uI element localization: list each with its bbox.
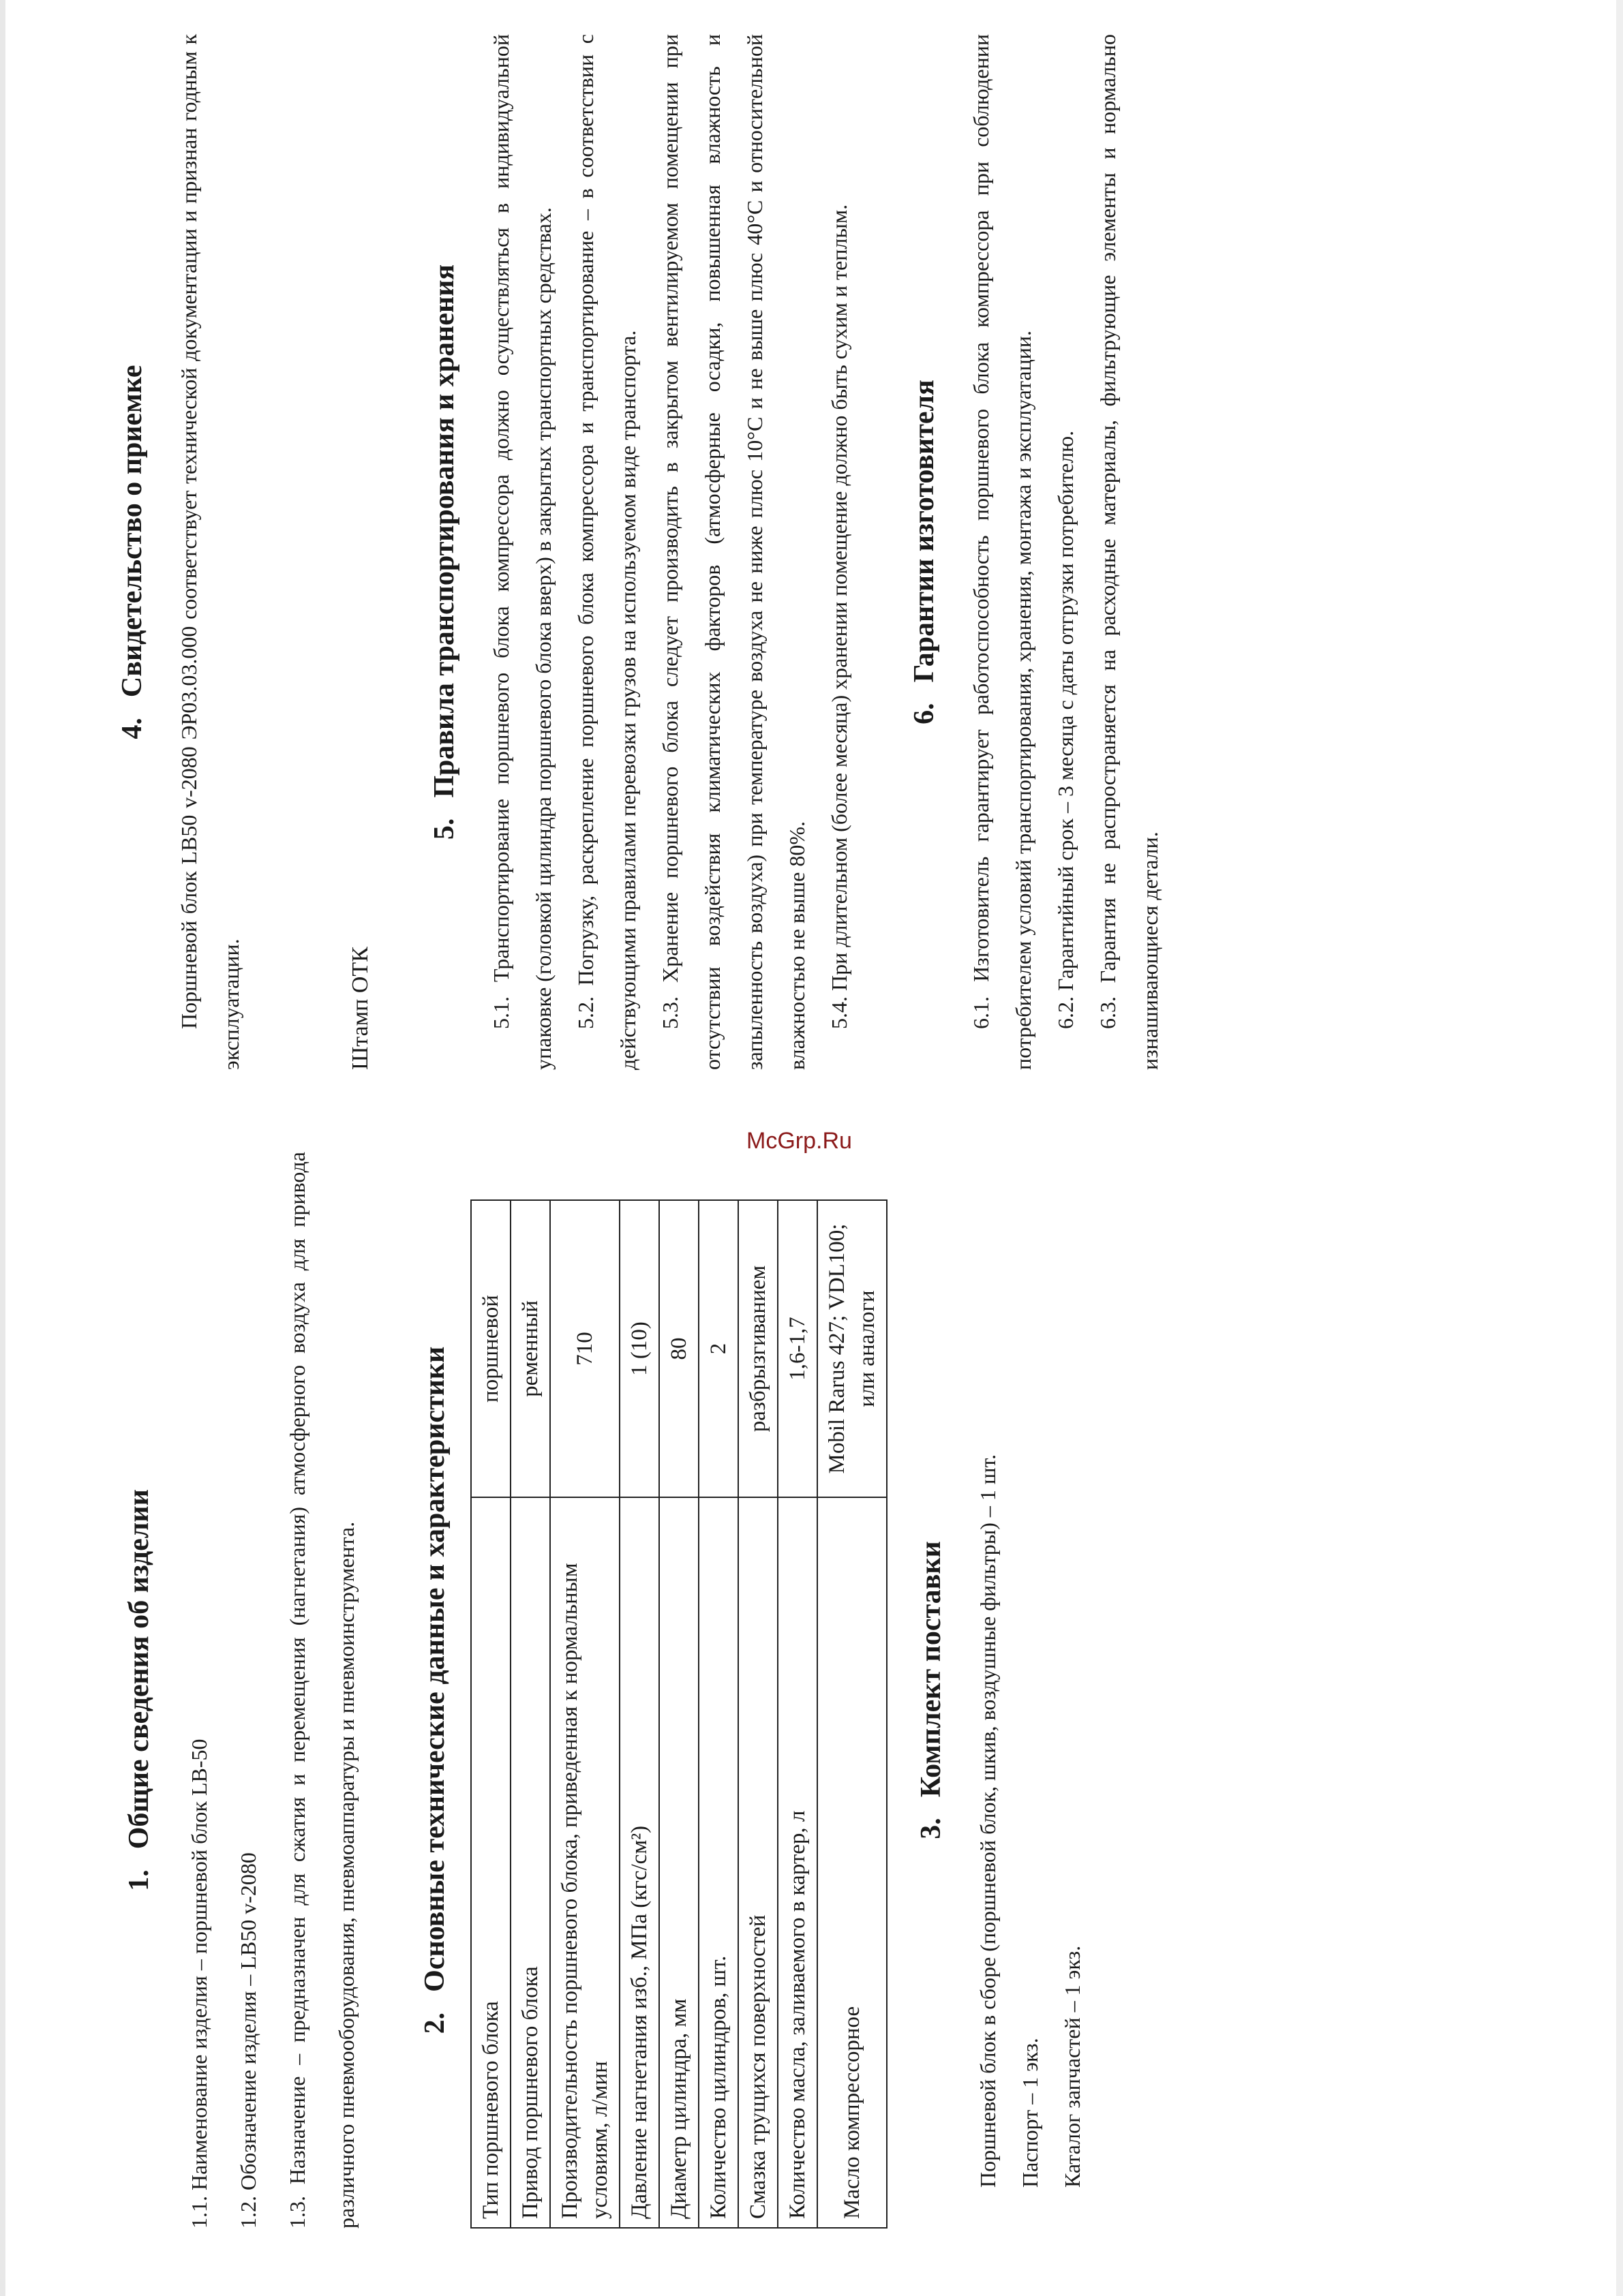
section-2-heading: 2.Основные технические данные и характеристики	[419, 1346, 451, 2034]
para-5-1: 5.1. Транспортирование поршневого блока компрессора должно осуществляться в индивидуальной упаковке (головкой цилиндра поршневого блока вверх) в закрытых транспортных средствах.	[489, 34, 556, 1070]
section-4-heading: 4.Свидетельство о приемке	[117, 365, 148, 739]
watermark: McGrp.Ru	[746, 1128, 852, 1154]
table-row: Диаметр цилиндра, мм 80	[659, 1200, 699, 2228]
acceptance-text: Поршневой блок LB50 v-2080 ЭР03.03.000 соответствует технической документации и признан годным к эксплуатации.	[177, 34, 243, 1070]
table-row: Масло компрессорное Mobil Rarus 427; VDL100; или аналоги	[817, 1200, 887, 2228]
delivery-line-3: Каталог запчастей – 1 экз.	[1060, 1945, 1084, 2188]
para-6-3: 6.3. Гарантия не распространяется на расходные материалы, фильтрующие элементы и нормально изнашивающиеся детали.	[1095, 34, 1162, 1070]
item-1-1: 1.1. Наименование изделия – поршневой блок LB-50	[187, 1739, 211, 2229]
page-left	[123, 1152, 1275, 2229]
scan-edge-left	[0, 0, 5, 2296]
para-5-4: 5.4. При длительном (более месяца) хранении помещение должно быть сухим и теплым.	[827, 204, 851, 1029]
scan-edge-right	[1616, 0, 1623, 2296]
para-5-2: 5.2. Погрузку, раскрепление поршневого блока компрессора и транспортирование – в соответствии с действующими правилами перевозки грузов на используемом виде транспорта.	[573, 34, 640, 1070]
otk-stamp-label: Штамп ОТК	[348, 947, 373, 1070]
section-6-heading: 6.Гарантии изготовителя	[909, 380, 940, 724]
spec-table	[470, 1199, 888, 2229]
section-3-heading: 3.Комплект поставки	[915, 1541, 947, 1839]
table-row: Смазка трущихся поверхностей разбрызгиванием	[738, 1200, 778, 2228]
para-6-2: 6.2. Гарантийный срок – 3 месяца с даты отгрузки потребителю.	[1053, 430, 1078, 1029]
delivery-line-1: Поршневой блок в сборе (поршневой блок, шкив, воздушные фильтры) – 1 шт.	[975, 1454, 1000, 2188]
section-5-heading: 5.Правила транспортирования и хранения	[429, 264, 460, 840]
table-row: Количество масла, заливаемого в картер, л 1,6-1,7	[778, 1200, 817, 2228]
para-6-1: 6.1. Изготовитель гарантирует работоспособность поршневого блока компрессора при соблюдении потребителем условий транспортирования, хранения, монтажа и эксплуатации.	[969, 34, 1035, 1070]
table-row: Производительность поршневого блока, приведенная к нормальным условиям, л/мин 710	[550, 1200, 620, 2228]
section-1-heading: 1.Общие сведения об изделии	[123, 1489, 155, 1891]
table-row: Давление нагнетания изб., МПа (кгс/см²) 1 (10)	[620, 1200, 659, 2228]
item-1-3: 1.3. Назначение – предназначен для сжатия и перемещения (нагнетания) атмосферного воздуха для привода различного пневмооборудования, пневмоаппаратуры и пневмоинструмента.	[285, 1152, 359, 2229]
page-right	[116, 34, 1472, 1070]
table-row: Привод поршневого блока ременный	[511, 1200, 550, 2228]
delivery-line-2: Паспорт – 1 экз.	[1018, 2038, 1042, 2188]
table-row: Тип поршневого блока поршневой	[471, 1200, 511, 2228]
table-row: Количество цилиндров, шт. 2	[699, 1200, 738, 2228]
para-5-3: 5.3. Хранение поршневого блока следует производить в закрытом вентилируемом помещении при отсутствии воздействия климатических факторов (атмосферные осадки, повышенная влажность и запыленность воздуха) при температуре воздуха не ниже плюс 10°С и не выше плюс 40°С и относительной влажностью не выше 80%.	[658, 34, 809, 1070]
item-1-2: 1.2. Обозначение изделия – LB50 v-2080	[236, 1852, 260, 2229]
